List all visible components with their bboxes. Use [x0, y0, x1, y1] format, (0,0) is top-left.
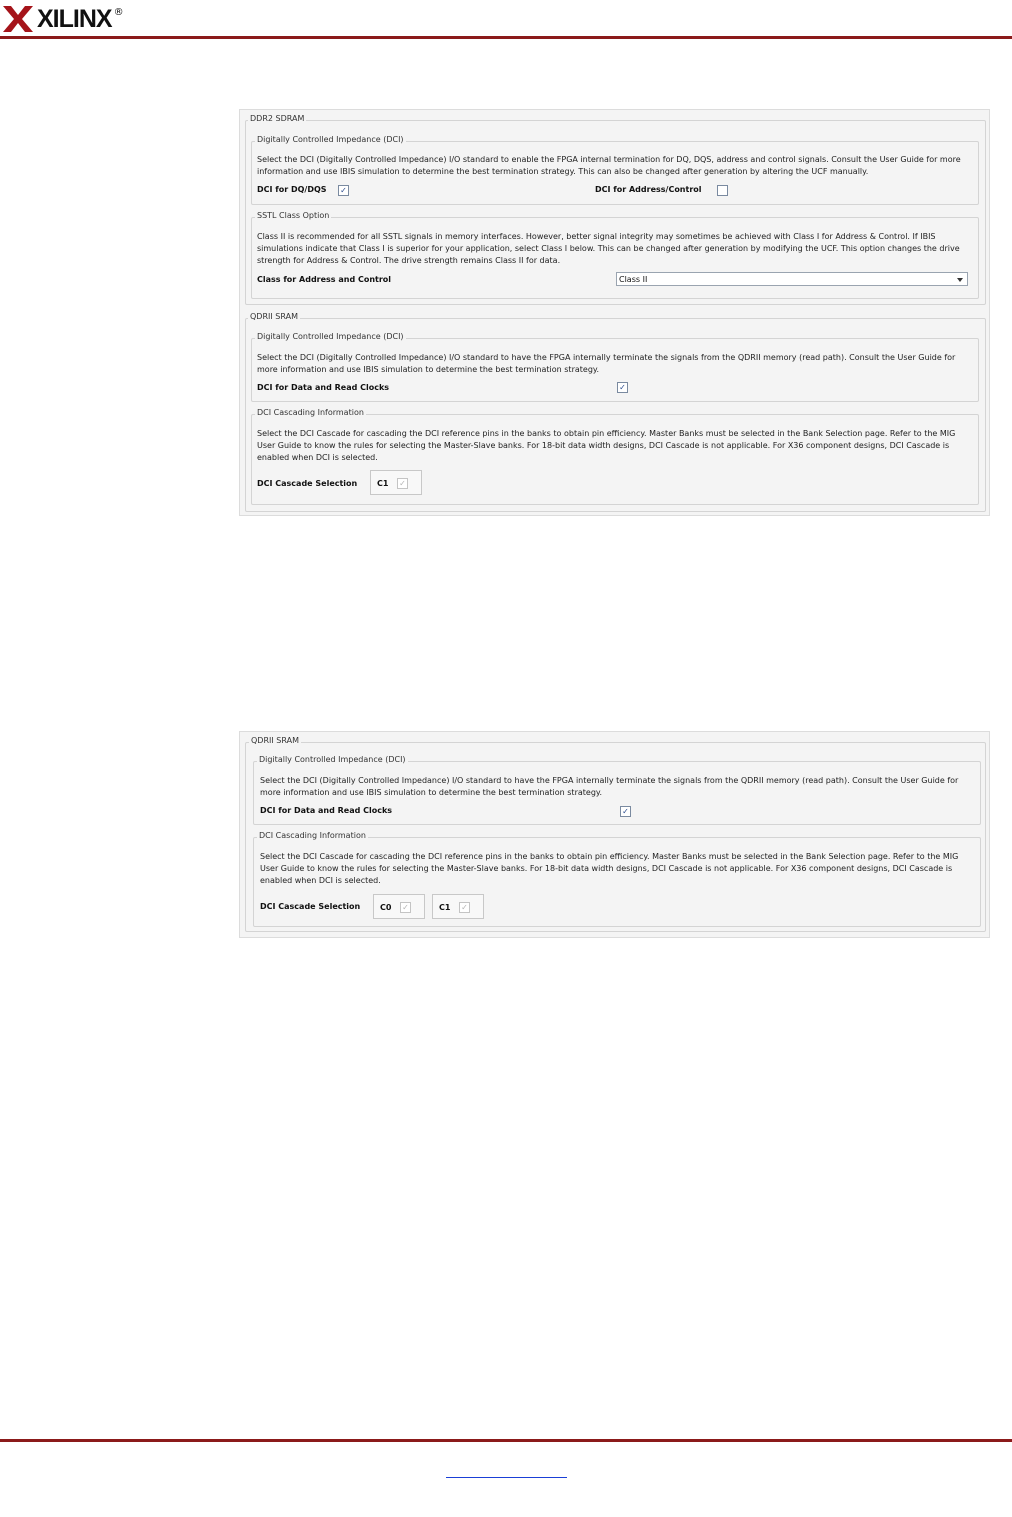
qdr2-dci-description: Select the DCI (Digitally Controlled Impedance) I/O standard to have the FPGA internally terminate the signals from the QDRII memory (read path). Consult the User Guide for more information and use IBIS simulation to determine the best termination strategy. — [260, 776, 959, 797]
dci-address-control-label: DCI for Address/Control — [595, 185, 702, 194]
footer-link[interactable] — [446, 1465, 567, 1478]
class-address-control-label: Class for Address and Control — [257, 275, 392, 284]
ddr2-title: DDR2 SDRAM — [250, 114, 305, 123]
logo-wordmark: XILINX — [37, 4, 112, 33]
dci-dq-dqs-checkbox[interactable]: ✓ — [338, 185, 349, 196]
qdr-cascade-description: Select the DCI Cascade for cascading the DCI reference pins in the banks to obtain pin efficiency. Master Banks must be selected in the Bank Selection page. Refer to the MIG User Guide to know the rules for selecting the Master-Slave banks. For 18-bit data width designs, DCI Cascade is not applicable. For X36 component designs, DCI Cascade is enabled when DCI is selected. — [257, 429, 956, 462]
cascade-c1-checkbox-2[interactable]: ✓ — [459, 902, 470, 913]
dci-data-read-clocks-checkbox[interactable]: ✓ — [617, 382, 628, 393]
cascade-c0-label: C0 — [380, 903, 392, 912]
xilinx-logo — [3, 3, 124, 35]
xilinx-mark-icon — [3, 4, 33, 34]
qdr2-dci-data-read-clocks-label: DCI for Data and Read Clocks — [260, 806, 393, 815]
cascade-c1-box-2 — [432, 894, 484, 919]
ddr2-qdr-panel — [239, 109, 990, 516]
footer-rule — [0, 1439, 1012, 1442]
sstl-class-title: SSTL Class Option — [257, 211, 330, 220]
qdr2-dci-cascade-selection-label: DCI Cascade Selection — [260, 902, 361, 911]
cascade-c0-box — [373, 894, 425, 919]
dci-address-control-checkbox[interactable] — [717, 185, 728, 196]
class-address-control-value: Class II — [619, 275, 648, 284]
dci-dq-dqs-label: DCI for DQ/DQS — [257, 185, 327, 194]
cascade-c1-label-2: C1 — [439, 903, 451, 912]
sstl-class-description: Class II is recommended for all SSTL signals in memory interfaces. However, better signal integrity may sometimes be achieved with Class I for Address & Control. If IBIS simulations indicate that Class I is superior for your application, select Class I below. This can be changed after generation by modifying the UCF. This option changes the drive strength for Address & Control. The drive strength remains Class II for data. — [257, 232, 960, 265]
qdr-dci-description: Select the DCI (Digitally Controlled Impedance) I/O standard to have the FPGA internally terminate the signals from the QDRII memory (read path). Consult the User Guide for more information and use IBIS simulation to determine the best termination strategy. — [257, 353, 956, 374]
ddr2-dci-description: Select the DCI (Digitally Controlled Impedance) I/O standard to enable the FPGA internal termination for DQ, DQS, address and control signals. Consult the User Guide for more information and use IBIS simulation to determine the best termination strategy. This can also be changed after generation by altering the UCF manually. — [257, 155, 961, 176]
qdr-cascade-title: DCI Cascading Information — [257, 408, 364, 417]
qdr-panel — [239, 731, 990, 938]
qdr2-cascade-description: Select the DCI Cascade for cascading the DCI reference pins in the banks to obtain pin efficiency. Master Banks must be selected in the Bank Selection page. Refer to the MIG User Guide to know the rules for selecting the Master-Slave banks. For 18-bit data width designs, DCI Cascade is not applicable. For X36 component designs, DCI Cascade is enabled when DCI is selected. — [260, 852, 959, 885]
registered-mark: ® — [113, 7, 124, 18]
header-rule — [0, 36, 1012, 39]
dci-data-read-clocks-label: DCI for Data and Read Clocks — [257, 383, 390, 392]
qdr2-dci-data-read-clocks-checkbox[interactable]: ✓ — [620, 806, 631, 817]
class-address-control-select[interactable] — [616, 272, 968, 286]
cascade-c0-checkbox[interactable]: ✓ — [400, 902, 411, 913]
ddr2-dci-title: Digitally Controlled Impedance (DCI) — [257, 135, 404, 144]
qdr2-title: QDRII SRAM — [251, 736, 299, 745]
chevron-down-icon — [957, 278, 963, 282]
dci-cascade-selection-label: DCI Cascade Selection — [257, 479, 358, 488]
cascade-c1-label: C1 — [377, 479, 389, 488]
qdr2-dci-title: Digitally Controlled Impedance (DCI) — [259, 755, 406, 764]
cascade-c1-box — [370, 470, 422, 495]
cascade-c1-checkbox[interactable]: ✓ — [397, 478, 408, 489]
qdr-title: QDRII SRAM — [250, 312, 298, 321]
qdr2-cascade-title: DCI Cascading Information — [259, 831, 366, 840]
qdr-dci-title: Digitally Controlled Impedance (DCI) — [257, 332, 404, 341]
